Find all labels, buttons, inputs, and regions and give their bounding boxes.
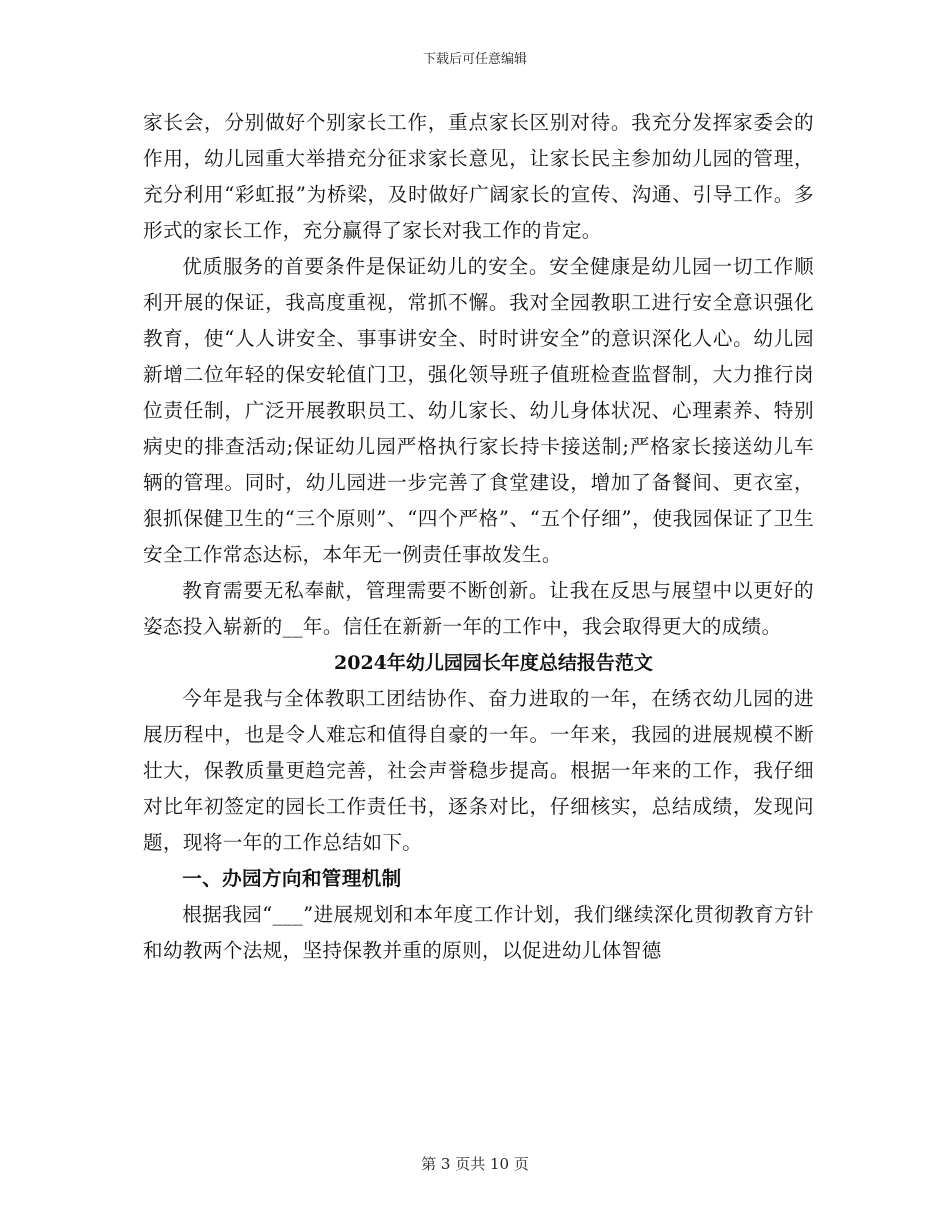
paragraph-direction: 根据我园“___”进展规划和本年度工作计划，我们继续深化贯彻教育方针和幼教两个法规，坚持保教并重的原则，以促进幼儿体智德: [143, 903, 814, 962]
paragraph-safety: 优质服务的首要条件是保证幼儿的安全。安全健康是幼儿园一切工作顺利开展的保证，我高度重视，常抓不懈。我对全园教职工进行安全意识强化教育，使“人人讲安全、事事讲安全、时时讲安全”的意识深化人心。幼儿园新增二位年轻的保安轮值门卫，强化领导班子值班检查监督制，大力推行岗位责任制，广泛开展教职员工、幼儿家长、幼儿身体状况、心理素养、特别病史的排查活动;保证幼儿园严格执行家长持卡接送制;严格家长接送幼儿车辆的管理。同时，幼儿园进一步完善了食堂建设，增加了备餐间、更衣室，狠抓保健卫生的“三个原则”、“四个严格”、“五个仔细”，使我园保证了卫生安全工作常态达标，本年无一例责任事故发生。: [143, 255, 814, 566]
paragraph-parent-work: 家长会，分别做好个别家长工作，重点家长区别对待。我充分发挥家委会的作用，幼儿园重大举措充分征求家长意见，让家长民主参加幼儿园的管理，充分利用“彩虹报”为桥梁，及时做好广阔家长的宣传、沟通、引导工作。多形式的家长工作，充分赢得了家长对我工作的肯定。: [143, 111, 814, 242]
document-body: [143, 105, 814, 969]
section-heading-direction: 一、办园方向和管理机制: [182, 867, 402, 890]
page-header: 下载后可任意编辑: [422, 52, 527, 67]
paragraph-outlook: 教育需要无私奉献，管理需要不断创新。让我在反思与展望中以更好的姿态投入崭新的__年。信任在新新一年的工作中，我会取得更大的成绩。: [143, 579, 814, 638]
section-title: 2024年幼儿园园长年度总结报告范文: [334, 652, 653, 674]
page-footer: 第 3 页共 10 页: [421, 1155, 529, 1173]
paragraph-intro: 今年是我与全体教职工团结协作、奋力进取的一年，在绣衣幼儿园的进展历程中，也是令人难忘和值得自豪的一年。一年来，我园的进展规模不断壮大，保教质量更趋完善，社会声誉稳步提高。根据一年来的工作，我仔细对比年初签定的园长工作责任书，逐条对比，仔细核实，总结成绩，发现问题，现将一年的工作总结如下。: [143, 687, 814, 854]
